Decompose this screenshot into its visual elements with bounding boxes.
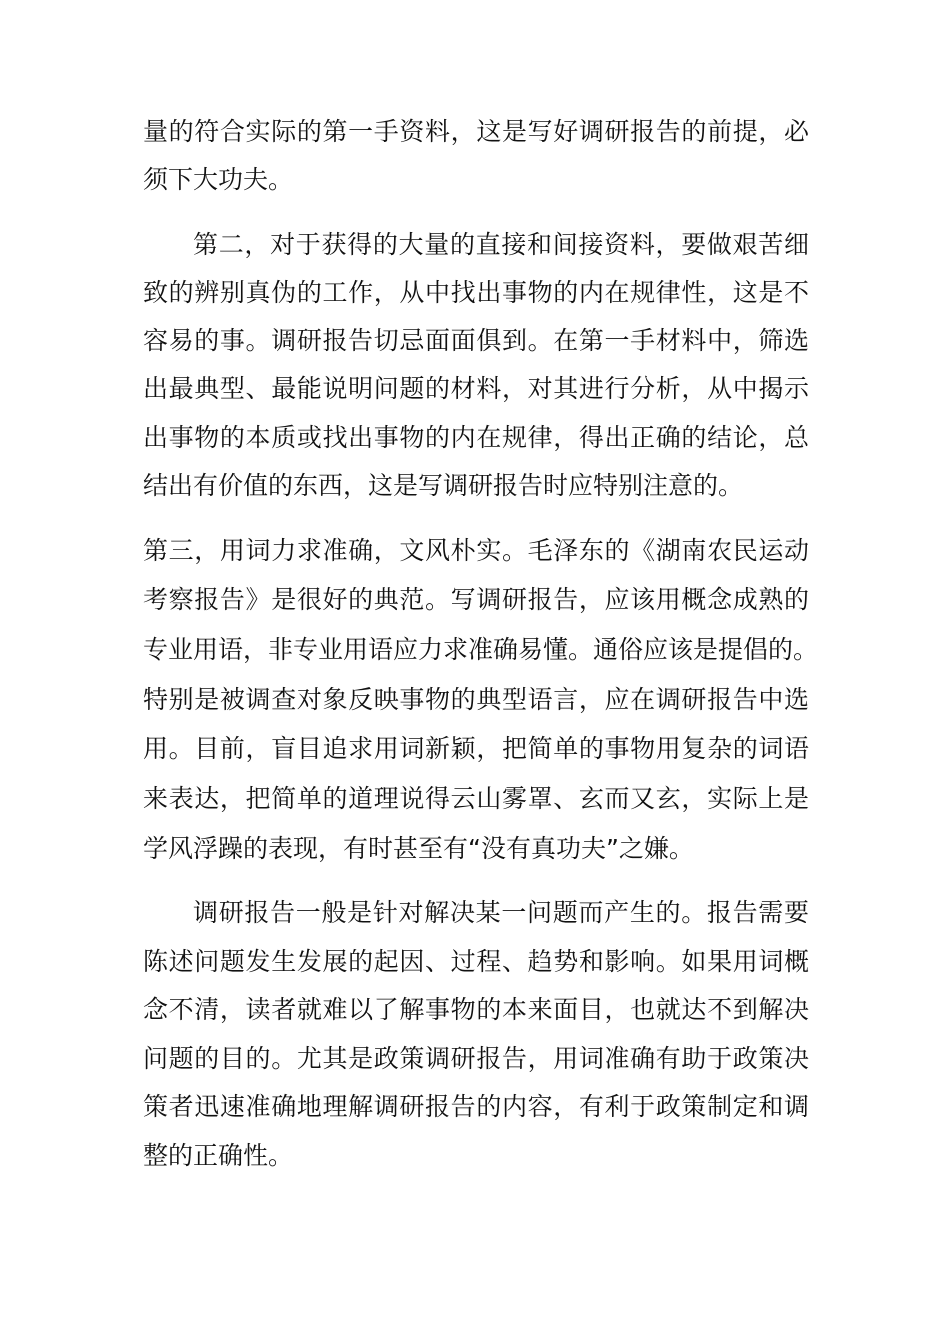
paragraph-2-line-4: 出最典型、最能说明问题的材料，对其进行分析，从中揭示 [143, 374, 809, 403]
paragraph-2-line-1: 第二，对于获得的大量的直接和间接资料，要做艰苦细 [193, 230, 809, 259]
paragraph-3-line-3: 专业用语，非专业用语应力求准确易懂。通俗应该是提倡的。 [143, 635, 819, 664]
paragraph-2-line-6: 结出有价值的东西，这是写调研报告时应特别注意的。 [143, 471, 744, 500]
paragraph-4-line-4: 问题的目的。尤其是政策调研报告，用词准确有助于政策决 [143, 1044, 809, 1073]
paragraph-3-line-7: 学风浮躁的表现，有时甚至有“没有真功夫”之嫌。 [143, 834, 694, 863]
paragraph-3-line-6: 来表达，把简单的道理说得云山雾罩、玄而又玄，实际上是 [143, 784, 809, 813]
paragraph-4-line-2: 陈述问题发生发展的起因、过程、趋势和影响。如果用词概 [143, 947, 809, 976]
paragraph-4-line-6: 整的正确性。 [143, 1141, 294, 1170]
paragraph-2-line-3: 容易的事。调研报告切忌面面俱到。在第一手材料中，筛选 [143, 326, 809, 355]
paragraph-4-line-5: 策者迅速准确地理解调研报告的内容，有利于政策制定和调 [143, 1092, 809, 1121]
paragraph-4-line-1: 调研报告一般是针对解决某一问题而产生的。报告需要 [193, 898, 809, 927]
paragraph-2-line-2: 致的辨别真伪的工作，从中找出事物的内在规律性，这是不 [143, 278, 809, 307]
paragraph-4-line-3: 念不清，读者就难以了解事物的本来面目，也就达不到解决 [143, 995, 809, 1024]
paragraph-1-line-1: 量的符合实际的第一手资料，这是写好调研报告的前提，必 [143, 117, 809, 146]
paragraph-2-line-5: 出事物的本质或找出事物的内在规律，得出正确的结论，总 [143, 423, 809, 452]
paragraph-3-line-5: 用。目前，盲目追求用词新颖，把简单的事物用复杂的词语 [143, 734, 809, 763]
paragraph-3-line-4: 特别是被调查对象反映事物的典型语言，应在调研报告中选 [143, 685, 809, 714]
paragraph-1-line-2: 须下大功夫。 [143, 165, 294, 194]
paragraph-3-line-2: 考察报告》是很好的典范。写调研报告，应该用概念成熟的 [143, 585, 809, 614]
paragraph-3-line-1: 第三，用词力求准确，文风朴实。毛泽东的《湖南农民运动 [143, 536, 809, 565]
